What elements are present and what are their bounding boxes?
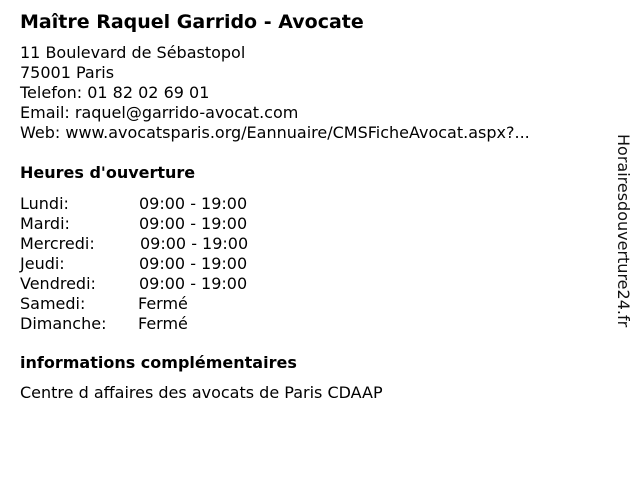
day-label: Lundi: xyxy=(20,194,69,213)
time-value: Fermé xyxy=(138,314,188,333)
time-value: 09:00 - 19:00 xyxy=(139,194,248,213)
day-label: Mercredi: xyxy=(20,234,95,253)
page-title: Maître Raquel Garrido - Avocate xyxy=(20,11,364,33)
additional-info-text: Centre d affaires des avocats de Paris CDAAP xyxy=(20,383,383,402)
time-value: 09:00 - 19:00 xyxy=(140,234,249,253)
city-postcode: 75001 Paris xyxy=(20,63,115,82)
hours-row-friday xyxy=(20,274,280,294)
time-value: Fermé xyxy=(138,294,188,313)
phone-number: Telefon: 01 82 02 69 01 xyxy=(20,83,210,102)
opening-hours-heading: Heures d'ouverture xyxy=(20,163,196,182)
site-watermark: Horairesdouverture24.fr xyxy=(614,134,633,328)
hours-row-saturday xyxy=(20,294,280,314)
day-label: Vendredi: xyxy=(20,274,96,293)
day-label: Mardi: xyxy=(20,214,70,233)
additional-info-heading: informations complémentaires xyxy=(20,353,297,372)
time-value: 09:00 - 19:00 xyxy=(139,274,248,293)
hours-row-thursday xyxy=(20,254,280,274)
day-label: Dimanche: xyxy=(20,314,107,333)
time-value: 09:00 - 19:00 xyxy=(139,254,248,273)
day-label: Samedi: xyxy=(20,294,86,313)
day-label: Jeudi: xyxy=(20,254,65,273)
time-value: 09:00 - 19:00 xyxy=(139,214,248,233)
website-link: Web: www.avocatsparis.org/Eannuaire/CMSFicheAvocat.aspx?... xyxy=(20,123,530,142)
opening-hours-table xyxy=(20,194,280,334)
street-address: 11 Boulevard de Sébastopol xyxy=(20,43,246,62)
hours-row-tuesday xyxy=(20,214,280,234)
hours-row-wednesday xyxy=(20,234,280,254)
hours-row-sunday xyxy=(20,314,280,334)
contact-block xyxy=(20,43,530,143)
hours-row-monday xyxy=(20,194,280,214)
email-address: Email: raquel@garrido-avocat.com xyxy=(20,103,299,122)
